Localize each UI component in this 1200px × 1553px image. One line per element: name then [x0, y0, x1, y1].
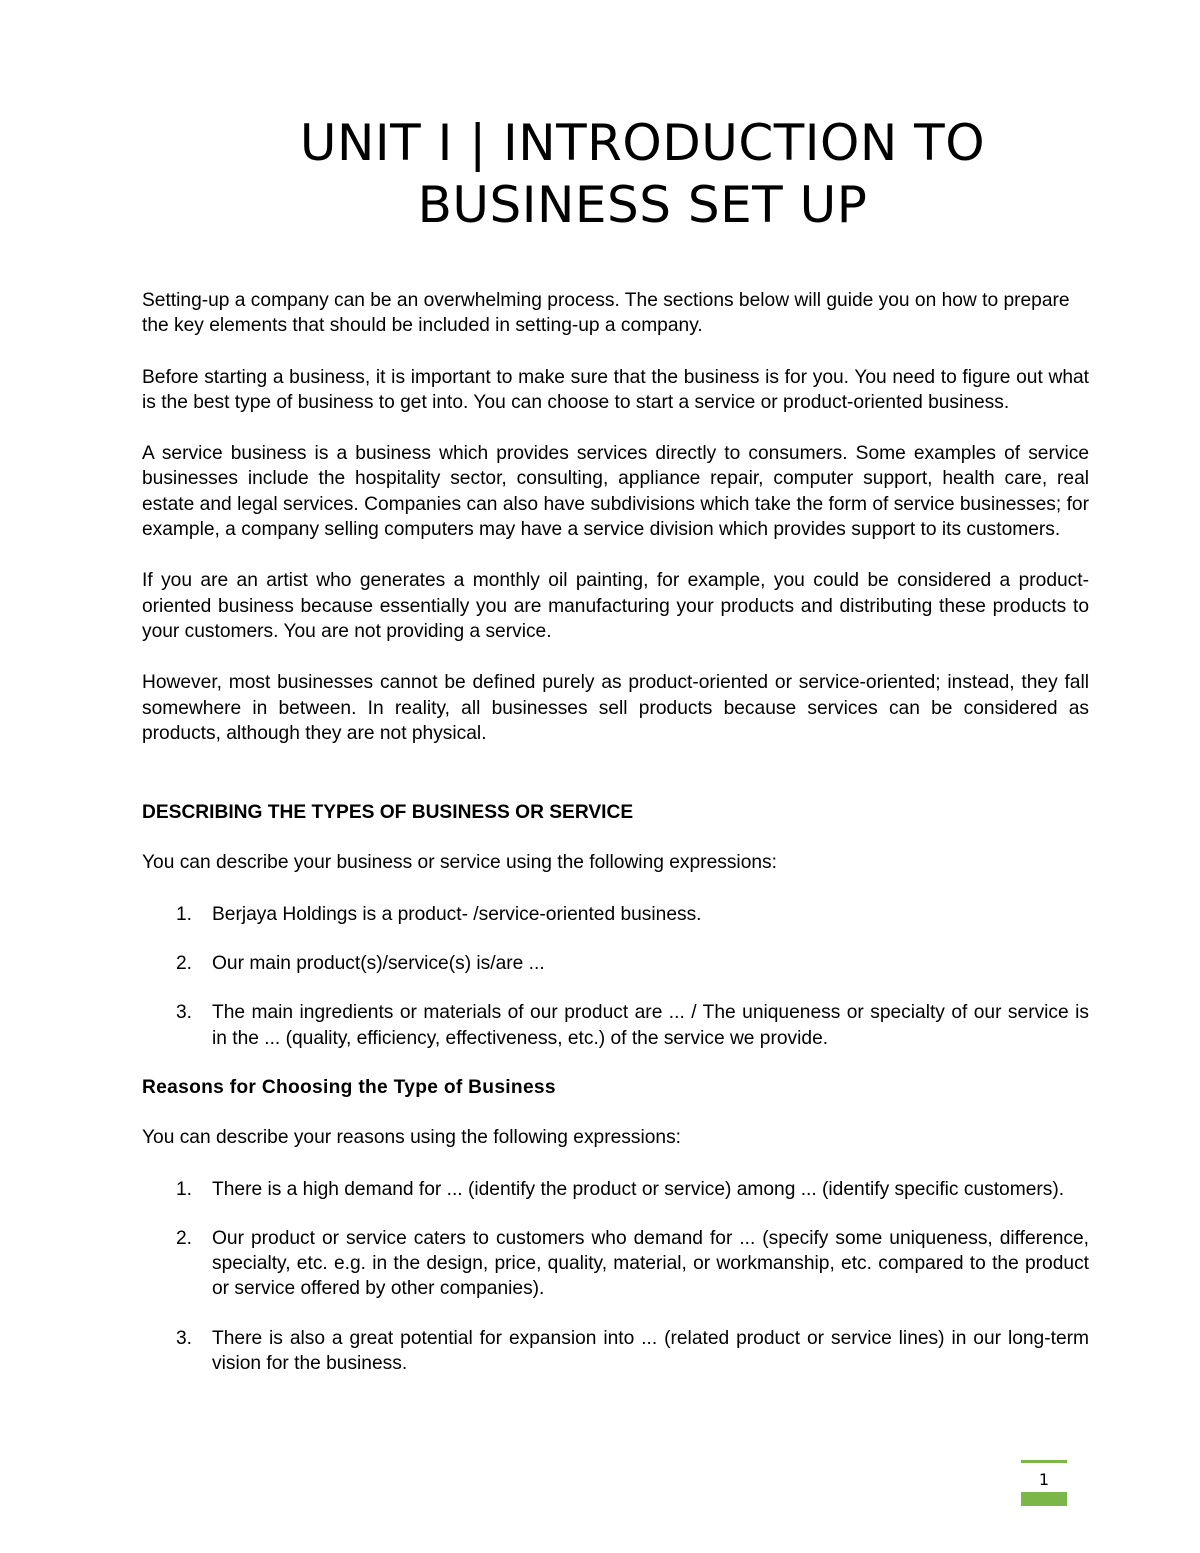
list-item — [142, 1326, 1089, 1377]
footer-accent-bar-top — [1021, 1460, 1067, 1463]
section-lead-reasons: You can describe your reasons using the following expressions: — [142, 1127, 681, 1149]
list-item-number: 2. — [176, 1227, 193, 1249]
document-body — [142, 288, 1089, 1400]
list-item-number: 2. — [176, 953, 193, 975]
list-item-text: Our main product(s)/service(s) is/are ... — [212, 953, 545, 975]
title-line-2: BUSINESS SET UP — [417, 176, 868, 234]
types-expression-list — [142, 902, 1089, 1051]
list-item — [142, 1177, 1089, 1202]
reasons-expression-list — [142, 1177, 1089, 1377]
section-heading-types: DESCRIBING THE TYPES OF BUSINESS OR SERVICE — [142, 802, 634, 824]
intro-paragraph-5: However, most businesses cannot be defined purely as product-oriented or service-oriented; instead, they fall somewhere in between. In reality, all businesses sell products because services can be considered as products, although they are not physical. — [142, 672, 1089, 744]
list-item-number: 3. — [176, 1327, 193, 1349]
page-title — [140, 112, 1145, 236]
intro-paragraph-2: Before starting a business, it is important to make sure that the business is for you. You need to figure out what is the best type of business to get into. You can choose to start a service or product-oriented business. — [142, 366, 1089, 413]
list-item-text: Berjaya Holdings is a product- /service-oriented business. — [212, 903, 702, 925]
list-item — [142, 951, 1089, 976]
list-item-text: There is also a great potential for expansion into ... (related product or service lines) in our long-term vision for the business. — [212, 1327, 1089, 1375]
intro-paragraph-4: If you are an artist who generates a monthly oil painting, for example, you could be considered a product-oriented business because essentially you are manufacturing your products and distributing these products to your customers. You are not providing a service. — [142, 570, 1089, 642]
list-item-text: The main ingredients or materials of our product are ... / The uniqueness or specialty of our service is in the ... (quality, efficiency, effectiveness, etc.) of the service we provide. — [212, 1002, 1089, 1049]
list-item — [142, 902, 1089, 927]
list-item — [142, 1000, 1089, 1051]
list-item-text: There is a high demand for ... (identify the product or service) among ... (identify specific customers). — [212, 1178, 1065, 1200]
list-item-number: 3. — [176, 1002, 193, 1024]
section-heading-reasons: Reasons for Choosing the Type of Business — [142, 1076, 556, 1098]
list-item-text: Our product or service caters to customers who demand for ... (specify some uniqueness, difference, specialty, etc. e.g. in the design, price, quality, material, or workmanship, etc. compared to the product or service offered by other companies). — [212, 1227, 1089, 1300]
list-item-number: 1. — [176, 903, 193, 925]
footer-accent-bar-bottom — [1021, 1492, 1067, 1506]
title-line-1: UNIT I | INTRODUCTION TO — [299, 114, 986, 172]
intro-paragraph-3: A service business is a business which provides services directly to consumers. Some examples of service businesses include the hospitality sector, consulting, appliance repair, computer support, health care, real estate and legal services. Companies can also have subdivisions which take the form of service businesses; for example, a company selling computers may have a service division which provides support to its customers. — [142, 443, 1089, 541]
section-lead-types: You can describe your business or service using the following expressions: — [142, 852, 777, 874]
list-item-number: 1. — [176, 1178, 193, 1200]
list-item — [142, 1226, 1089, 1302]
intro-paragraph-1: Setting-up a company can be an overwhelming process. The sections below will guide you on how to prepare the key elements that should be included in setting-up a company. — [142, 290, 1070, 337]
page-number: 1 — [1038, 1470, 1050, 1489]
